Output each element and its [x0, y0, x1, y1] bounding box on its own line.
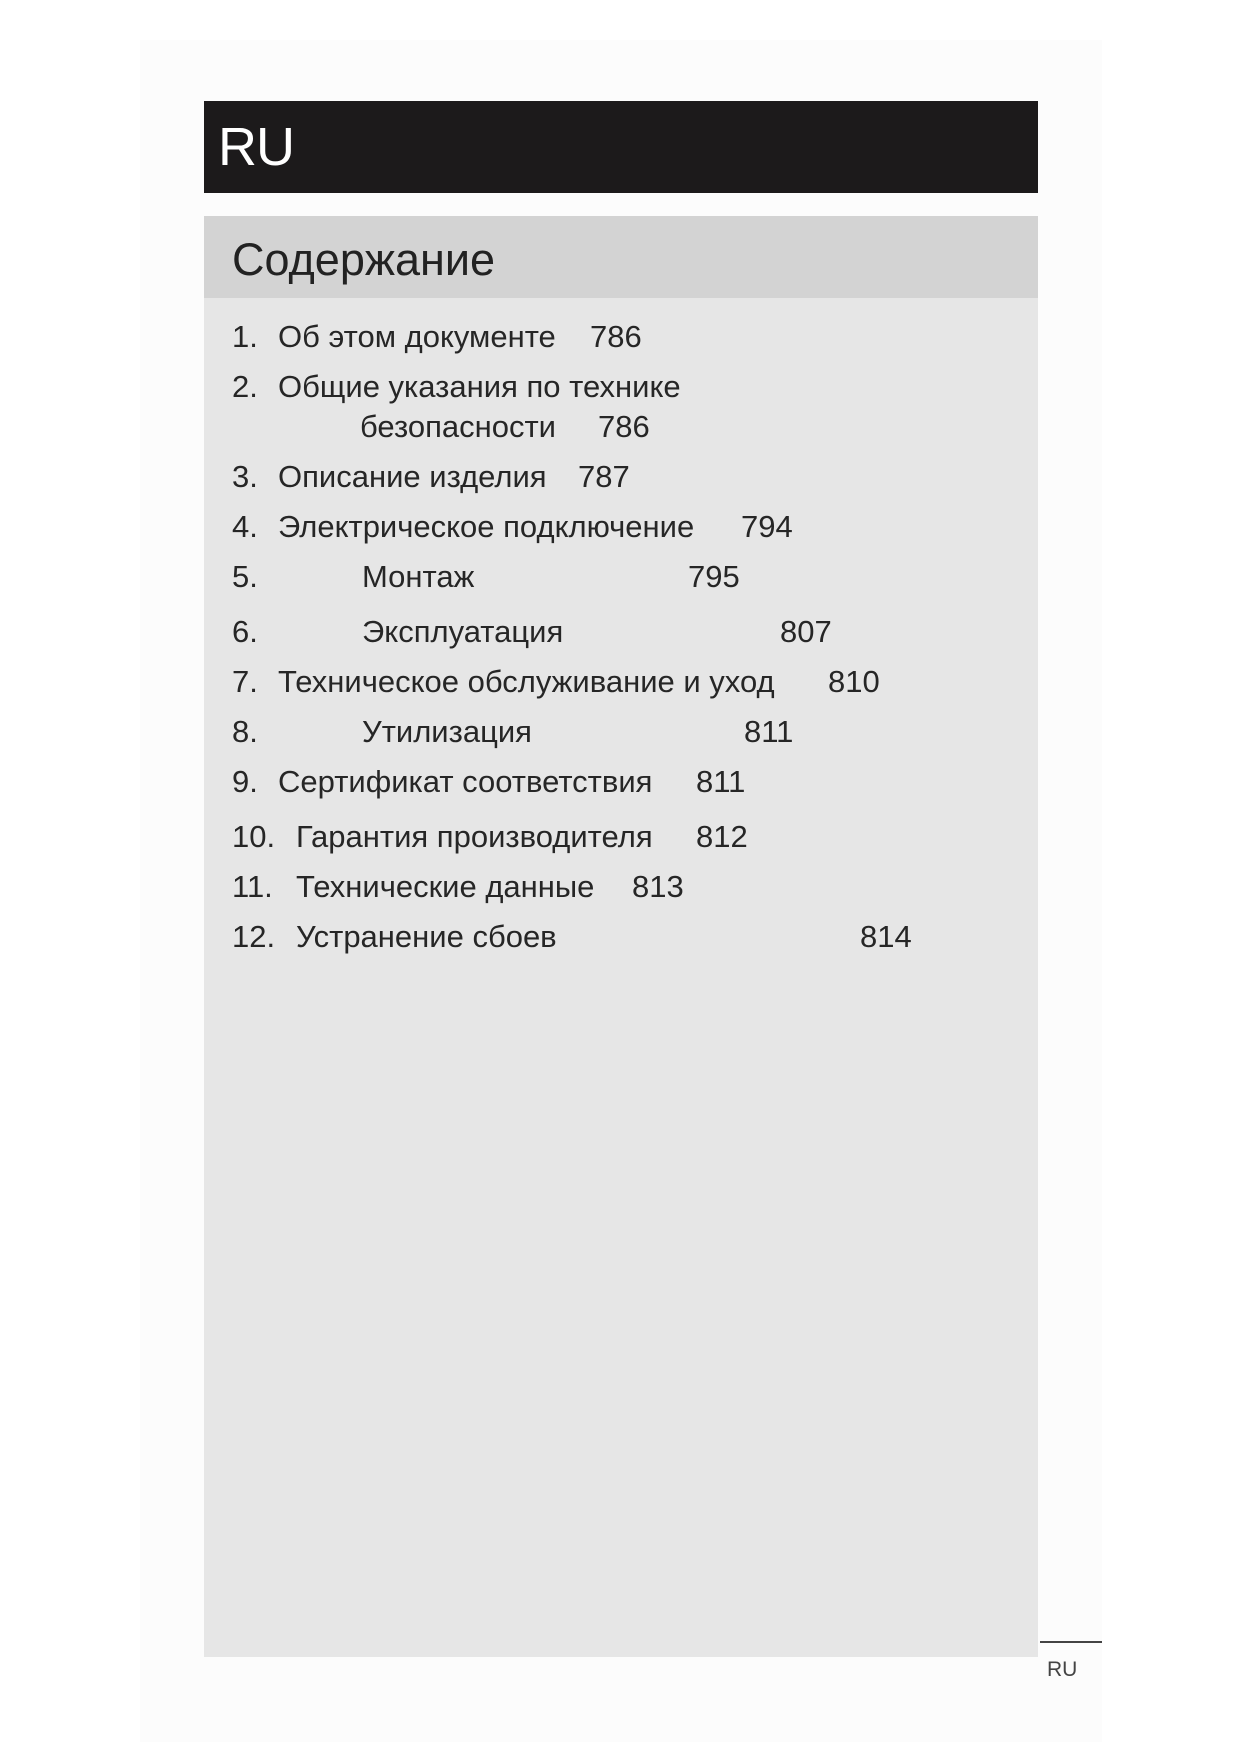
toc-entry-number: 10. [232, 819, 276, 854]
toc-title: Содержание [232, 234, 495, 285]
toc-entry-title-continued: безопасности [360, 409, 556, 444]
table-of-contents [204, 216, 1038, 1657]
toc-entry-title: Описание изделия [278, 459, 547, 494]
toc-entry-number: 8. [232, 714, 258, 749]
footer-language-code: RU [1047, 1658, 1078, 1681]
toc-entry-page: 814 [860, 919, 912, 954]
toc-entry-title: Сертификат соответствия [278, 764, 653, 799]
toc-entry-title: Эксплуатация [362, 614, 564, 649]
toc-entry-number: 12. [232, 919, 276, 954]
toc-entry-title: Общие указания по технике [278, 369, 681, 404]
language-code: RU [218, 117, 294, 177]
toc-header [204, 216, 1038, 298]
toc-entry-page: 786 [598, 409, 650, 444]
toc-entry-page: 807 [780, 614, 832, 649]
footer-divider [1040, 1641, 1102, 1643]
toc-entry-title: Электрическое подключение [278, 509, 695, 544]
toc-entry-number: 5. [232, 559, 258, 594]
toc-entry-number: 1. [232, 319, 258, 354]
toc-entry-title: Технические данные [296, 869, 595, 904]
toc-entry-page: 794 [741, 509, 793, 544]
toc-entry-page: 811 [744, 714, 794, 749]
toc-entry-number: 9. [232, 764, 258, 799]
toc-entry-number: 11. [232, 869, 273, 904]
toc-entry-title: Техническое обслуживание и уход [278, 664, 775, 699]
toc-entry-page: 813 [632, 869, 684, 904]
toc-entry-title: Устранение сбоев [296, 919, 557, 954]
toc-entry-title: Гарантия производителя [296, 819, 653, 854]
toc-entry-number: 4. [232, 509, 258, 544]
toc-entry-number: 2. [232, 369, 258, 404]
toc-entry-page: 812 [696, 819, 748, 854]
toc-entry-title: Утилизация [362, 714, 532, 749]
toc-entry-number: 3. [232, 459, 258, 494]
toc-entry-page: 787 [578, 459, 630, 494]
toc-entry-page: 811 [696, 764, 746, 799]
toc-entry-page: 795 [688, 559, 740, 594]
toc-entry-page: 786 [590, 319, 642, 354]
toc-entry-page: 810 [828, 664, 880, 699]
toc-entry-title: Монтаж [362, 559, 475, 594]
toc-entry-number: 7. [232, 664, 258, 699]
toc-entry-title: Об этом документе [278, 319, 556, 354]
language-header-bar [204, 101, 1038, 193]
toc-entry-number: 6. [232, 614, 258, 649]
